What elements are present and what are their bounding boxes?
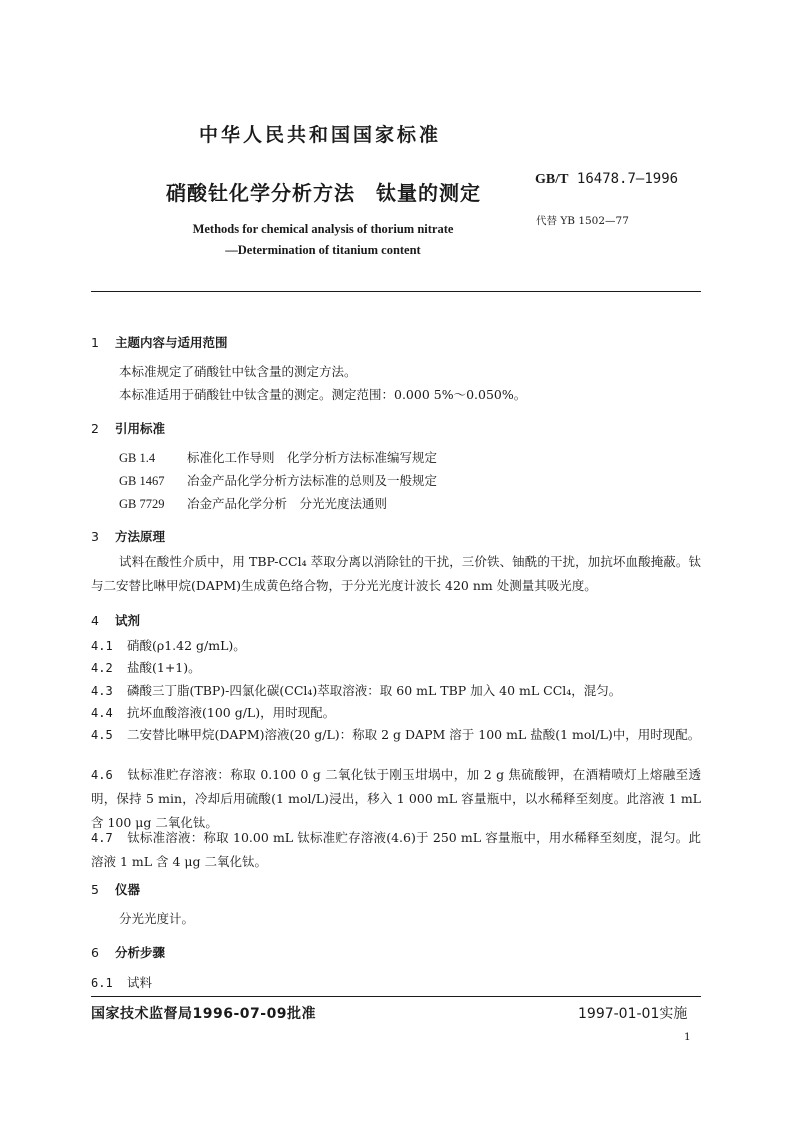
section-1-paragraph-1: 本标准规定了硝酸钍中钛含量的测定方法。 [119,364,357,379]
item-text: 抗坏血酸溶液(100 g/L)，用时现配。 [127,705,336,720]
item-number: 4.5 [91,728,113,742]
subsection-6-1 [91,973,152,991]
item-number: 4.3 [91,684,113,698]
section-number: 6 [91,945,99,960]
section-number: 3 [91,529,99,544]
reagent-item [91,656,701,680]
section-title: 分析步骤 [115,945,166,960]
standard-number [535,171,678,188]
reference-text: 冶金产品化学分析 分光光度法通则 [187,496,388,511]
item-number: 4.1 [91,639,113,653]
approval-statement: 国家技术监督局1996-07-09批准 [91,1006,317,1022]
section-3-heading [91,527,165,545]
section-title: 试剂 [115,613,141,628]
section-number: 2 [91,421,99,436]
subsection-number: 6.1 [91,976,113,990]
reagent-item [91,723,701,747]
reference-item [119,494,387,512]
reference-text: 冶金产品化学分析方法标准的总则及一般规定 [187,473,438,488]
english-title-line-1: Methods for chemical analysis of thorium nitrate [192,222,454,236]
reference-code: GB 7729 [119,497,165,511]
item-text: 钛标准溶液：称取 10.00 mL 钛标准贮存溶液(4.6)于 250 mL 容量瓶中，用水稀释至刻度，混匀。此溶液 1 mL 含 4 μg 二氧化钛。 [91,830,701,869]
section-5-heading [91,880,140,898]
section-title: 引用标准 [115,421,166,436]
standard-code: 16478.7—1996 [576,171,679,187]
item-text: 钛标准贮存溶液：称取 0.100 0 g 二氧化钛于刚玉坩埚中，加 2 g 焦硫酸钾，在酒精喷灯上熔融至透明，保持 5 min，冷却后用硫酸(1 mol/L)浸出，移入 1 000 mL 容量瓶中，以水稀释至刻度。此溶液 1 mL含 100 μg 二氧化钛。 [91,767,701,830]
reference-item [119,471,437,489]
section-3-paragraph: 试料在酸性介质中，用 TBP-CCl₄ 萃取分离以消除钍的干扰，三价铁、铀酰的干扰，加抗坏血酸掩蔽。钛与二安替比啉甲烷(DAPM)生成黄色络合物，于分光光度计波长 420 nm 处测量其吸光度。 [91,554,701,593]
section-1-heading [91,333,228,351]
section-5-paragraph: 分光光度计。 [119,911,195,926]
item-number: 4.4 [91,706,113,720]
item-number: 4.6 [91,768,113,782]
implementation-date: 1997-01-01实施 [578,1006,688,1022]
national-standard-title: 中华人民共和国国家标准 [198,124,441,146]
section-2-heading [91,419,165,437]
english-title-line-2: —Determination of titanium content [225,243,421,257]
section-title: 仪器 [115,882,141,897]
subsection-title: 试料 [127,975,153,990]
item-text: 盐酸(1+1)。 [127,660,201,675]
section-1-paragraph-2: 本标准适用于硝酸钍中钛含量的测定。测定范围：0.000 5%～0.050%。 [119,387,527,402]
replaces-note: 代替 YB 1502—77 [536,215,629,227]
reagent-item [91,634,701,658]
reference-code: GB 1.4 [119,451,156,465]
reagent-item [91,826,701,874]
reference-item [119,448,437,466]
item-text: 磷酸三丁脂(TBP)-四氯化碳(CCl₄)萃取溶液：取 60 mL TBP 加入 40 mL CCl₄，混匀。 [127,683,622,698]
section-4-heading [91,611,140,629]
item-text: 二安替比啉甲烷(DAPM)溶液(20 g/L)：称取 2 g DAPM 溶于 100 mL 盐酸(1 mol/L)中，用时现配。 [127,727,701,742]
section-number: 4 [91,613,99,628]
section-title: 方法原理 [115,529,166,544]
page-number: 1 [684,1031,691,1043]
reagent-item [91,701,701,725]
item-number: 4.7 [91,831,113,845]
header-divider [91,291,701,292]
reagent-item [91,679,701,703]
standard-prefix: GB/T [535,172,569,187]
reference-text: 标准化工作导则 化学分析方法标准编写规定 [187,450,438,465]
item-text: 硝酸(ρ1.42 g/mL)。 [127,638,246,653]
section-6-heading [91,943,165,961]
item-number: 4.2 [91,661,113,675]
section-title: 主题内容与适用范围 [115,335,228,350]
section-number: 5 [91,882,99,897]
footer-divider [91,996,701,997]
section-number: 1 [91,335,99,350]
reagent-item [91,763,701,835]
reference-code: GB 1467 [119,474,165,488]
document-title: 硝酸钍化学分析方法 钛量的测定 [166,181,481,205]
